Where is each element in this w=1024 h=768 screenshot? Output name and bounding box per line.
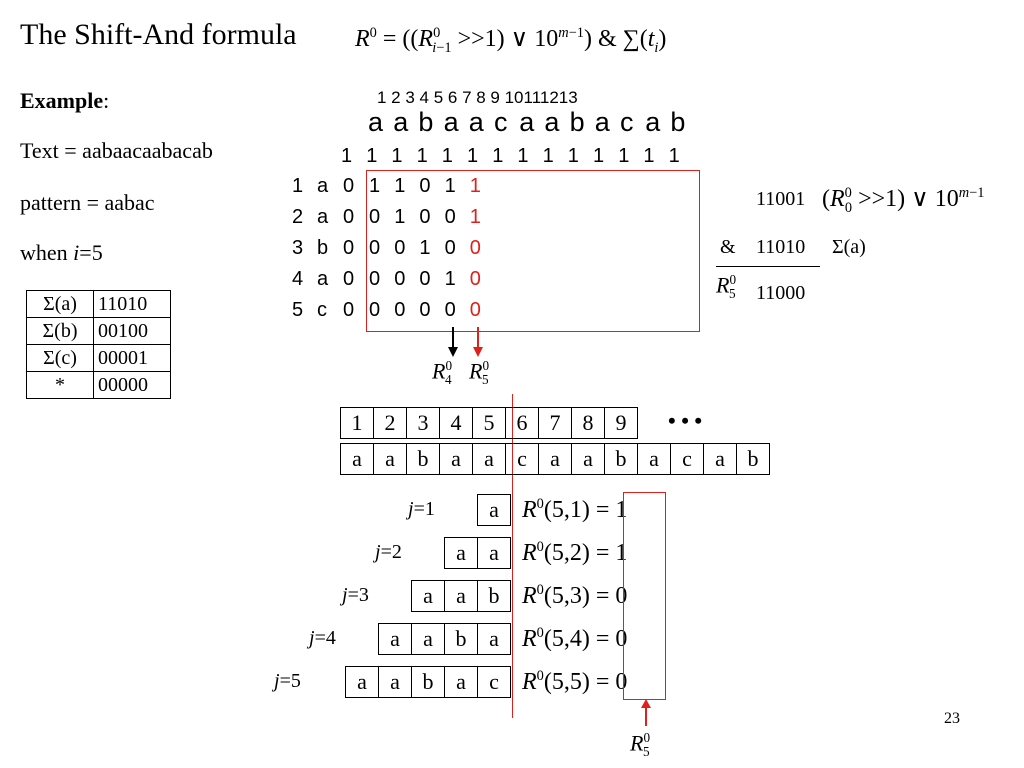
text-cell: b [407, 444, 440, 475]
page-number: 23 [944, 710, 960, 727]
row-pattern-char: a [317, 175, 329, 197]
row-init-bit: 0 [343, 206, 355, 228]
result-highlight-box [623, 492, 666, 700]
sigma-table [26, 290, 171, 399]
index-cell: 1 [341, 408, 374, 439]
sigma-row [27, 372, 171, 399]
top-row-bit: 1 [467, 145, 479, 167]
text-char: b [670, 107, 686, 137]
row-number: 2 [292, 206, 304, 228]
text-char: a [443, 107, 459, 137]
matrix-bit-r5: 1 [469, 175, 481, 197]
matrix-bit-r5: 1 [469, 206, 481, 228]
j-label: j=4 [309, 627, 336, 649]
r-value-equation: $R^0(5,1) = 1$ [522, 496, 628, 523]
result-r5-label: $R^0_5$ [630, 730, 651, 759]
index-cell: 3 [407, 408, 440, 439]
shift-and-formula: $R^0 = ((R^0_{i-1} >>1)$ ∨ $10^{m-1}$) & $\sum(t_i)$ [355, 25, 667, 56]
text-cell: b [737, 444, 770, 475]
arrow-r4-head [448, 347, 458, 357]
text-char: a [368, 107, 384, 137]
text-cell: a [638, 444, 671, 475]
prefix-char: a [444, 666, 478, 698]
row-pattern-char: c [317, 299, 327, 321]
prefix-char: a [378, 666, 412, 698]
top-row-bit: 1 [668, 145, 680, 167]
matrix-bit: 0 [444, 206, 456, 228]
calc-line1-bits: 11001 [756, 188, 806, 210]
text-cell: a [341, 444, 374, 475]
index-cell: 4 [440, 408, 473, 439]
top-row-bit: 1 [366, 145, 378, 167]
top-row-bit: 1 [593, 145, 605, 167]
prefix-char: b [444, 623, 478, 655]
calc-line2-bits: 11010 [756, 236, 806, 258]
matrix-bit: 1 [444, 268, 456, 290]
row-init-bit: 0 [343, 237, 355, 259]
pattern-prefix-box [379, 623, 511, 655]
index-cell: 2 [374, 408, 407, 439]
row-init-bit: 0 [343, 299, 355, 321]
text-char: c [620, 107, 634, 137]
sigma-value: 00100 [94, 318, 171, 345]
prefix-char: a [444, 537, 478, 569]
matrix-bit-r5: 0 [469, 299, 481, 321]
r5-label: $R^0_5$ [469, 358, 490, 387]
r-value-equation: $R^0(5,2) = 1$ [522, 539, 628, 566]
text-grid [340, 443, 770, 475]
prefix-char: b [477, 580, 511, 612]
result-arrow [636, 698, 656, 728]
row-number: 1 [292, 175, 304, 197]
text-char: a [468, 107, 484, 137]
top-row-bit: 1 [567, 145, 579, 167]
sigma-key: * [27, 372, 94, 399]
row-pattern-char: a [317, 268, 329, 290]
top-row-bit: 1 [391, 145, 403, 167]
example-heading: Example: [20, 88, 110, 113]
row-number: 4 [292, 268, 304, 290]
text-cell: a [572, 444, 605, 475]
sigma-key: Σ(b) [27, 318, 94, 345]
top-row-bit: 1 [492, 145, 504, 167]
matrix-bit: 0 [369, 237, 381, 259]
sigma-key: Σ(c) [27, 345, 94, 372]
matrix-bit: 0 [444, 299, 456, 321]
top-row-bit: 1 [517, 145, 529, 167]
matrix-bit: 0 [419, 206, 431, 228]
calc-line1-expr: $(R^0_0 >>1)$ ∨ $10^{m-1}$ [822, 185, 985, 216]
pattern-prefix-box [445, 537, 511, 569]
matrix-bit-r5: 0 [469, 237, 481, 259]
text-char: a [544, 107, 560, 137]
text-cell: c [506, 444, 539, 475]
text-char: a [519, 107, 535, 137]
matrix-bit: 1 [369, 175, 381, 197]
calc-and-op: & [720, 236, 736, 258]
prefix-char: a [378, 623, 412, 655]
sigma-row [27, 291, 171, 318]
text-char: b [418, 107, 434, 137]
prefix-char: a [411, 623, 445, 655]
matrix-bit: 0 [444, 237, 456, 259]
top-row-bit: 1 [416, 145, 428, 167]
row-pattern-char: a [317, 206, 329, 228]
index-cell: 9 [605, 408, 638, 439]
calc-divider [716, 266, 820, 267]
matrix-bit: 1 [394, 175, 406, 197]
index-cell: 8 [572, 408, 605, 439]
text-char: b [569, 107, 585, 137]
matrix-bit: 0 [369, 206, 381, 228]
top-row-bit: 1 [441, 145, 453, 167]
matrix-bit: 0 [369, 299, 381, 321]
matrix-bit: 0 [419, 268, 431, 290]
sigma-row [27, 318, 171, 345]
text-cell: a [704, 444, 737, 475]
matrix-bit: 0 [419, 299, 431, 321]
pattern-definition: pattern = aabac [20, 190, 155, 215]
sigma-value: 00000 [94, 372, 171, 399]
index-cell: 5 [473, 408, 506, 439]
text-cell: a [374, 444, 407, 475]
result-arrow-head [641, 699, 651, 708]
top-row-bit: 1 [341, 145, 353, 167]
slide-title: The Shift-And formula [20, 18, 297, 51]
index-cell: 6 [506, 408, 539, 439]
j-label: j=2 [375, 541, 402, 563]
r-value-equation: $R^0(5,5) = 0$ [522, 668, 628, 695]
top-row-bit: 1 [643, 145, 655, 167]
matrix-bit: 0 [394, 299, 406, 321]
matrix-bit: 1 [419, 237, 431, 259]
row-number: 3 [292, 237, 304, 259]
column-numbers: 1 2 3 4 5 6 7 8 9 10111213 [377, 88, 578, 107]
index-cell: 7 [539, 408, 572, 439]
matrix-highlight-box [366, 170, 700, 332]
calc-line2-label: Σ(a) [832, 236, 866, 258]
row-init-bit: 0 [343, 175, 355, 197]
top-row-bit: 1 [618, 145, 630, 167]
r-value-equation: $R^0(5,4) = 0$ [522, 625, 628, 652]
sigma-row [27, 345, 171, 372]
prefix-char: a [345, 666, 379, 698]
matrix-bit: 0 [394, 268, 406, 290]
j-label: j=3 [342, 584, 369, 606]
calc-line3-bits: 11000 [756, 282, 806, 304]
ellipsis: • • • [668, 408, 703, 433]
row-pattern-char: b [317, 237, 329, 259]
prefix-char: a [444, 580, 478, 612]
matrix-bit: 0 [419, 175, 431, 197]
index-grid [340, 407, 638, 439]
sigma-value: 00001 [94, 345, 171, 372]
pattern-prefix-box [412, 580, 511, 612]
pattern-prefix-box [346, 666, 511, 698]
r4-label: $R^0_4$ [432, 358, 453, 387]
prefix-char: a [477, 623, 511, 655]
r-value-equation: $R^0(5,3) = 0$ [522, 582, 628, 609]
prefix-char: c [477, 666, 511, 698]
text-char: a [393, 107, 409, 137]
text-cell: a [440, 444, 473, 475]
text-char: a [645, 107, 661, 137]
prefix-char: a [411, 580, 445, 612]
row-init-bit: 0 [343, 268, 355, 290]
matrix-bit: 0 [369, 268, 381, 290]
text-char: c [494, 107, 508, 137]
text-definition: Text = aabaacaabacab [20, 138, 213, 163]
text-cell: c [671, 444, 704, 475]
row-number: 5 [292, 299, 304, 321]
prefix-char: a [477, 537, 511, 569]
j-label: j=5 [274, 670, 301, 692]
matrix-bit: 1 [444, 175, 456, 197]
prefix-char: a [477, 494, 511, 526]
matrix-bit: 0 [394, 237, 406, 259]
pattern-prefix-box [478, 494, 511, 526]
arrow-r5-head [473, 347, 483, 357]
text-char: a [594, 107, 610, 137]
sigma-value: 11010 [94, 291, 171, 318]
text-cell: b [605, 444, 638, 475]
when-i-line: when i=5 [20, 240, 103, 265]
text-cell: a [539, 444, 572, 475]
text-cell: a [473, 444, 506, 475]
top-row-bit: 1 [542, 145, 554, 167]
j-label: j=1 [408, 498, 435, 520]
sigma-key: Σ(a) [27, 291, 94, 318]
matrix-bit-r5: 0 [469, 268, 481, 290]
matrix-bit: 1 [394, 206, 406, 228]
calc-r5-label: $R^0_5$ [716, 272, 737, 301]
prefix-char: b [411, 666, 445, 698]
